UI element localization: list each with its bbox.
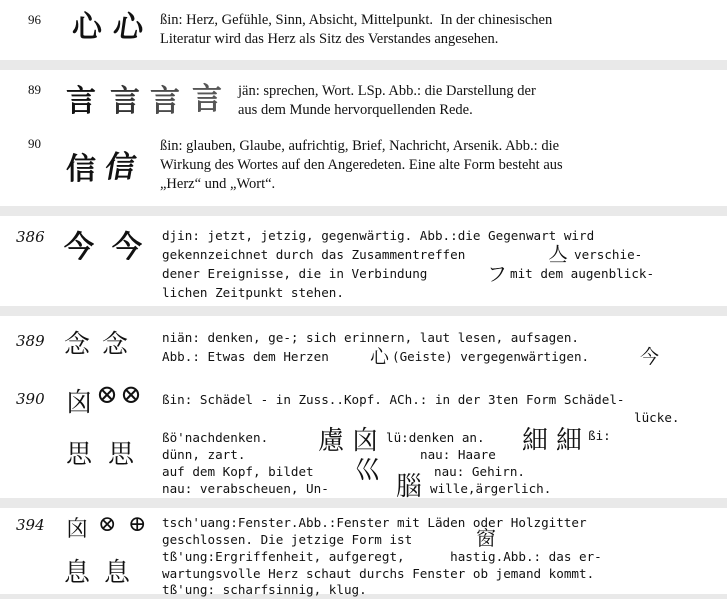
character-xin-skull-ancient-2: ⊗ [120,380,142,410]
entry-389-390 [0,316,727,502]
entry-number: 390 [16,390,45,408]
inline-character: 窗 [476,526,496,550]
definition-line: Abb.: Etwas dem Herzen [162,349,329,364]
character-yan-ancient-2: 言 [150,84,180,119]
character-xin-trust-ancient: 信 [102,150,139,185]
character-window-ancient-3: ⊕ [128,512,147,537]
definition-line: verschie- [574,247,643,262]
inline-character: 心 [370,346,390,368]
definition-line: aus dem Munde hervorquellenden Rede. [238,102,473,118]
definition-line: ßin: Herz, Gefühle, Sinn, Absicht, Mittelpunkt. In der chinesischen [160,12,553,28]
character-nao-ancient: 囟 [352,426,379,456]
character-xin-modern: 心 [72,10,102,45]
character-xin-skull-ancient-1: ⊗ [96,380,118,410]
inline-character: 亼 [548,242,568,266]
definition-line: niän: denken, ge-; sich erinnern, laut lesen, aufsagen. [162,330,580,345]
definition-line: wartungsvolle Herz schaut durchs Fenster ob jemand kommt. [162,566,595,581]
character-window-ancient-1: 囟 [66,517,89,542]
character-yan-ancient-3: 言 [192,82,222,117]
character-xin-trust-modern: 信 [66,152,96,187]
definition-line: auf dem Kopf, bildet [162,464,314,479]
character-lu: 慮 [318,426,345,456]
entry-number: 394 [16,516,45,534]
definition-line: wille,ärgerlich. [430,481,552,496]
definition-line: tß'ung: scharfsinnig, klug. [162,582,367,597]
definition-line: lü:denken an. [386,430,485,445]
entry-386 [0,216,727,306]
definition-line: jän: sprechen, Wort. LSp. Abb.: die Darstellung der [238,83,536,99]
definition-line: ßö'nachdenken. [162,430,269,445]
character-cong-modern: 息 [64,558,91,588]
entry-number: 90 [28,136,41,151]
definition-line: lücke. [634,410,680,425]
character-jin-ancient: 今 [112,230,142,265]
entry-89-90 [0,70,727,206]
character-xi-modern: 細 [522,426,549,456]
entry-number: 96 [28,12,41,27]
character-nian-ancient: 念 [102,330,129,360]
definition-line: lichen Zeitpunkt stehen. [162,285,344,300]
definition-line: ßin: Schädel - in Zuss..Kopf. ACh.: in der 3ten Form Schädel- [162,392,625,407]
definition-line: „Herz“ und „Wort“. [160,176,276,192]
definition-line: tsch'uang:Fenster.Abb.:Fenster mit Läden oder Holzgitter [162,515,587,530]
definition-line: djin: jetzt, jetzig, gegenwärtig. Abb.:die Gegenwart wird [162,228,595,243]
definition-line: nau: verabscheuen, Un- [162,481,329,496]
entry-number: 389 [16,332,45,350]
character-window-ancient-2: ⊗ [98,512,117,537]
entry-394 [0,508,727,597]
character-nao-hair: 巛 [354,456,381,486]
inline-character: フ [487,262,507,286]
character-xi-ancient: 細 [556,426,583,456]
entry-number: 386 [16,228,45,246]
character-xin-ancient: 心 [111,10,146,45]
definition-line: (Geiste) vergegenwärtigen. [392,349,590,364]
character-nao-brain: 腦 [396,472,423,502]
character-yan-ancient-1: 言 [110,84,140,119]
character-si-modern: 思 [66,440,93,470]
definition-line: ßin: glauben, Glaube, aufrichtig, Brief, Nachricht, Arsenik. Abb.: die [160,138,560,154]
character-si-ancient: 思 [108,440,135,470]
definition-line: dener Ereignisse, die in Verbindung [162,266,428,281]
entry-number: 89 [28,82,41,97]
definition-line: geschlossen. Die jetzige Form ist [162,532,413,547]
character-yan-modern: 言 [66,84,96,119]
definition-line: gekennzeichnet durch das Zusammentreffen [162,247,466,262]
definition-line: Wirkung des Wortes auf den Angeredeten. Eine alte Form besteht aus [160,157,563,173]
definition-line: nau: Gehirn. [434,464,525,479]
character-nian-modern: 念 [64,330,91,360]
definition-line: nau: Haare [420,447,496,462]
character-jin-modern: 今 [64,230,94,265]
definition-line: dünn, zart. [162,447,246,462]
inline-character: 今 [640,346,660,368]
definition-line: tß'ung:Ergriffenheit, aufgeregt, hastig.Abb.: das er- [162,549,602,564]
definition-line: Literatur wird das Herz als Sitz des Verstandes angesehen. [160,31,499,47]
character-cong-ancient: 息 [104,558,131,588]
entry-96 [0,0,727,60]
character-xin-skull: 囟 [66,388,93,418]
definition-line: mit dem augenblick- [510,266,655,281]
definition-line: ßi: [588,428,611,443]
